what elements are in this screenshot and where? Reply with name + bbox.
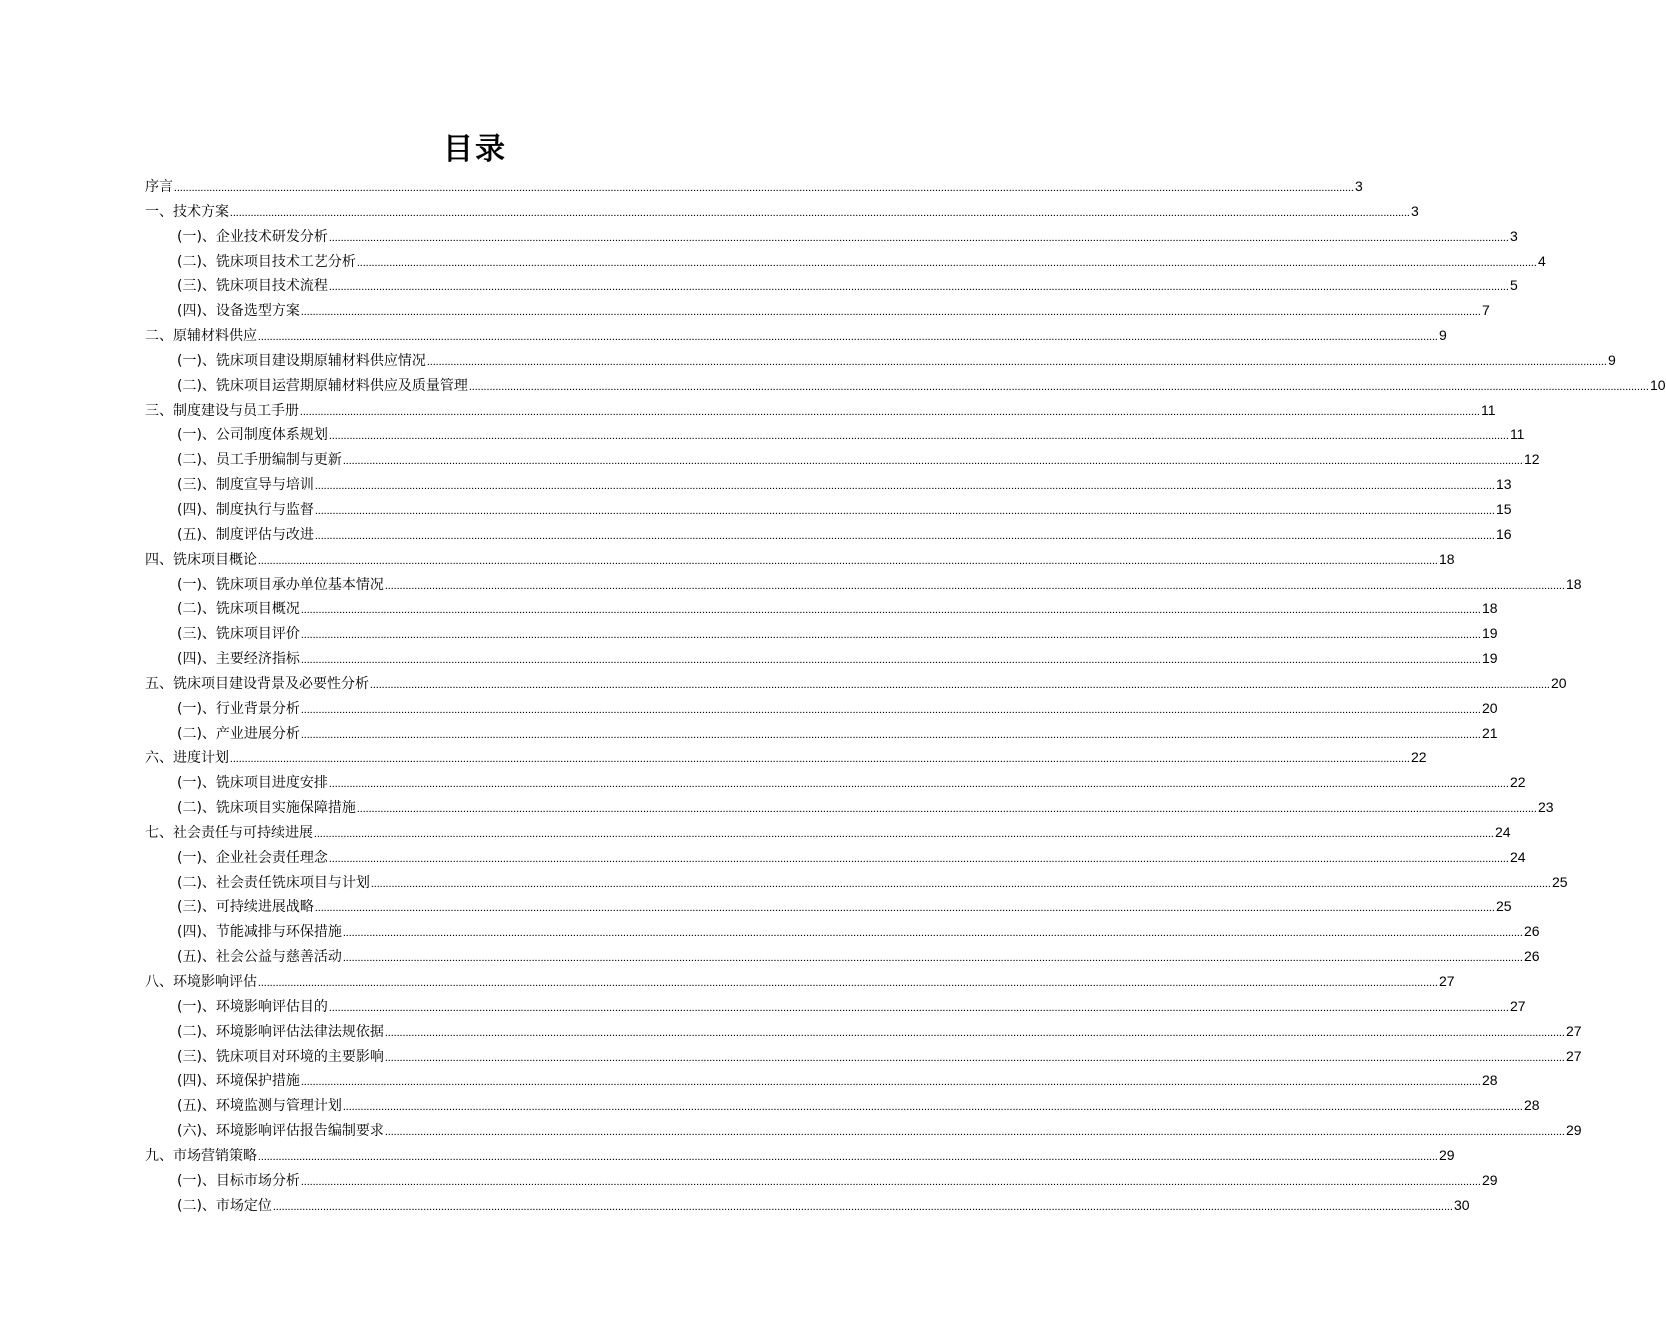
toc-entry-label: (五)、环境监测与管理计划 (177, 1098, 342, 1115)
toc-subsection-entry[interactable] (145, 646, 1498, 671)
toc-page-number: 21 (1481, 724, 1498, 741)
toc-dot-leader: ................................................................................................................................................................................................................................................................................................................................................................................................................ (370, 678, 1550, 691)
toc-page-number: 3 (1355, 178, 1363, 194)
toc-dot-leader: ................................................................................................................................................................................................................................................................................................................................................................................................................ (300, 405, 1480, 418)
toc-dot-leader: ................................................................................................................................................................................................................................................................................................................................................................................................................ (356, 256, 1537, 269)
toc-entry-label: 八、环境影响评估 (145, 974, 257, 990)
toc-title: 目录 (443, 132, 507, 167)
toc-entry-label: (一)、行业背景分析 (177, 700, 300, 717)
toc-subsection-entry[interactable] (145, 497, 1512, 522)
toc-page-number: 7 (1481, 302, 1490, 319)
toc-subsection-entry[interactable] (145, 472, 1512, 497)
toc-page-number: 3 (1509, 227, 1518, 244)
toc-entry-label: 五、铣床项目建设背景及必要性分析 (145, 675, 369, 692)
toc-subsection-entry[interactable] (145, 770, 1526, 795)
toc-subsection-entry[interactable] (145, 1044, 1582, 1069)
toc-dot-leader: ................................................................................................................................................................................................................................................................................................................................................................................................................ (300, 703, 1481, 716)
toc-entry-label: (二)、员工手册编制与更新 (177, 452, 342, 469)
toc-subsection-entry[interactable] (145, 845, 1526, 870)
toc-page-number: 20 (1551, 674, 1567, 691)
toc-page-number: 19 (1481, 625, 1498, 642)
toc-dot-leader: ................................................................................................................................................................................................................................................................................................................................................................................................................ (342, 1101, 1523, 1114)
toc-dot-leader: ................................................................................................................................................................................................................................................................................................................................................................................................................ (370, 877, 1551, 890)
toc-entry-label: (四)、环境保护措施 (177, 1073, 300, 1090)
toc-subsection-entry[interactable] (145, 224, 1518, 249)
toc-dot-leader: ................................................................................................................................................................................................................................................................................................................................................................................................................ (300, 654, 1481, 667)
toc-entry-label: (三)、铣床项目对环境的主要影响 (177, 1048, 384, 1065)
toc-page-number: 11 (1509, 426, 1525, 443)
toc-dot-leader: ................................................................................................................................................................................................................................................................................................................................................................................................................ (328, 1001, 1509, 1014)
toc-entry-label: (六)、环境影响评估报告编制要求 (177, 1123, 384, 1140)
toc-dot-leader: ................................................................................................................................................................................................................................................................................................................................................................................................................ (314, 902, 1495, 915)
toc-entry-label: (一)、目标市场分析 (177, 1172, 300, 1189)
toc-dot-leader: ................................................................................................................................................................................................................................................................................................................................................................................................................ (328, 231, 1509, 244)
toc-page-number: 25 (1551, 873, 1568, 890)
toc-subsection-entry[interactable] (145, 249, 1546, 274)
toc-page-number: 16 (1495, 525, 1512, 542)
toc-section-entry[interactable] (145, 969, 1455, 994)
toc-entry-label: 九、市场营销策略 (145, 1147, 257, 1164)
toc-entry-label: (一)、环境影响评估目的 (177, 998, 328, 1015)
toc-subsection-entry[interactable] (145, 621, 1498, 646)
toc-entry-label: (一)、企业社会责任理念 (177, 849, 328, 866)
toc-subsection-entry[interactable] (145, 447, 1540, 472)
toc-subsection-entry[interactable] (145, 870, 1568, 895)
toc-dot-leader: ................................................................................................................................................................................................................................................................................................................................................................................................................ (314, 504, 1495, 517)
toc-entry-label: (三)、可持续进展战略 (177, 899, 314, 916)
toc-dot-leader: ................................................................................................................................................................................................................................................................................................................................................................................................................ (258, 977, 1438, 989)
toc-dot-leader: ................................................................................................................................................................................................................................................................................................................................................................................................................ (300, 1175, 1481, 1188)
toc-page-number: 13 (1495, 476, 1512, 493)
toc-subsection-entry[interactable] (145, 572, 1582, 597)
toc-entry-label: (二)、产业进展分析 (177, 725, 300, 742)
toc-section-entry[interactable] (145, 199, 1419, 224)
toc-page-number: 30 (1453, 1196, 1470, 1213)
toc-dot-leader: ................................................................................................................................................................................................................................................................................................................................................................................................................ (300, 306, 1481, 319)
toc-subsection-entry[interactable] (145, 596, 1498, 621)
toc-page-number: 28 (1481, 1072, 1498, 1089)
toc-dot-leader: ................................................................................................................................................................................................................................................................................................................................................................................................................ (300, 728, 1481, 741)
table-of-contents (145, 174, 1666, 1217)
toc-entry-label: 一、技术方案 (145, 203, 229, 220)
toc-dot-leader: ................................................................................................................................................................................................................................................................................................................................................................................................................ (342, 952, 1523, 965)
toc-entry-label: 序言 (145, 179, 173, 195)
toc-dot-leader: ................................................................................................................................................................................................................................................................................................................................................................................................................ (342, 455, 1523, 468)
toc-entry-label: (一)、铣床项目建设期原辅材料供应情况 (177, 352, 426, 369)
toc-entry-label: (三)、铣床项目技术流程 (177, 278, 328, 295)
toc-page-number: 27 (1565, 1022, 1582, 1039)
toc-entry-label: 六、进度计划 (145, 750, 229, 767)
toc-dot-leader: ................................................................................................................................................................................................................................................................................................................................................................................................................ (314, 529, 1495, 542)
toc-subsection-entry[interactable] (145, 1118, 1582, 1143)
toc-entry-label: 二、原辅材料供应 (145, 328, 257, 345)
toc-subsection-entry[interactable] (145, 522, 1512, 547)
toc-page-number: 4 (1537, 252, 1546, 269)
toc-page-number: 26 (1523, 948, 1540, 965)
toc-section-entry[interactable] (145, 671, 1567, 696)
toc-page-number: 15 (1495, 500, 1512, 517)
toc-dot-leader: ................................................................................................................................................................................................................................................................................................................................................................................................................ (314, 827, 1494, 840)
toc-entry-label: 七、社会责任与可持续进展 (145, 824, 313, 841)
toc-entry-label: (三)、制度宣导与培训 (177, 477, 314, 494)
toc-dot-leader: ................................................................................................................................................................................................................................................................................................................................................................................................................ (328, 430, 1509, 443)
toc-dot-leader: ................................................................................................................................................................................................................................................................................................................................................................................................................ (328, 281, 1509, 294)
toc-dot-leader: ................................................................................................................................................................................................................................................................................................................................................................................................................ (230, 206, 1410, 219)
toc-entry-label: (一)、铣床项目承办单位基本情况 (177, 576, 384, 593)
toc-page-number: 19 (1481, 650, 1498, 667)
toc-entry-label: (五)、社会公益与慈善活动 (177, 949, 342, 966)
toc-page-number: 26 (1523, 923, 1540, 940)
toc-section-entry[interactable] (145, 820, 1511, 845)
toc-dot-leader: ................................................................................................................................................................................................................................................................................................................................................................................................................ (174, 182, 1354, 194)
toc-page-number: 18 (1481, 600, 1498, 617)
toc-dot-leader: ................................................................................................................................................................................................................................................................................................................................................................................................................ (258, 331, 1438, 344)
toc-dot-leader: ................................................................................................................................................................................................................................................................................................................................................................................................................ (328, 778, 1509, 791)
toc-section-entry[interactable] (145, 1143, 1455, 1168)
toc-page-number: 3 (1411, 202, 1419, 219)
toc-page-number: 9 (1607, 351, 1616, 368)
toc-entry-label: (二)、社会责任铣床项目与计划 (177, 874, 370, 891)
toc-dot-leader: ................................................................................................................................................................................................................................................................................................................................................................................................................ (384, 1126, 1565, 1139)
toc-page-number: 18 (1565, 575, 1582, 592)
toc-entry-label: (三)、铣床项目评价 (177, 626, 300, 643)
toc-entry-label: (二)、铣床项目运营期原辅材料供应及质量管理 (177, 377, 468, 394)
toc-page-number: 10 (1649, 376, 1666, 393)
toc-entry-label: (二)、铣床项目技术工艺分析 (177, 253, 356, 270)
toc-page-number: 29 (1565, 1122, 1582, 1139)
toc-dot-leader: ................................................................................................................................................................................................................................................................................................................................................................................................................ (426, 355, 1607, 368)
toc-section-entry[interactable] (145, 547, 1455, 572)
toc-dot-leader: ................................................................................................................................................................................................................................................................................................................................................................................................................ (342, 927, 1523, 940)
toc-dot-leader: ................................................................................................................................................................................................................................................................................................................................................................................................................ (258, 554, 1438, 567)
toc-page-number: 12 (1523, 451, 1540, 468)
toc-subsection-entry[interactable] (145, 994, 1526, 1019)
toc-subsection-entry[interactable] (145, 298, 1490, 323)
toc-page-number: 28 (1523, 1097, 1540, 1114)
toc-subsection-entry[interactable] (145, 919, 1540, 944)
toc-subsection-entry[interactable] (145, 1019, 1582, 1044)
toc-dot-leader: ................................................................................................................................................................................................................................................................................................................................................................................................................ (314, 480, 1495, 493)
toc-dot-leader: ................................................................................................................................................................................................................................................................................................................................................................................................................ (272, 1200, 1453, 1213)
toc-page-number: 22 (1411, 749, 1427, 766)
toc-entry-label: 四、铣床项目概论 (145, 551, 257, 568)
toc-dot-leader: ................................................................................................................................................................................................................................................................................................................................................................................................................ (384, 1051, 1565, 1064)
toc-page-number: 24 (1495, 823, 1511, 840)
toc-subsection-entry[interactable] (145, 894, 1512, 919)
toc-dot-leader: ................................................................................................................................................................................................................................................................................................................................................................................................................ (384, 1026, 1565, 1039)
toc-entry-label: (四)、制度执行与监督 (177, 501, 314, 518)
toc-entry-label: (二)、市场定位 (177, 1197, 272, 1214)
toc-entry-label: (五)、制度评估与改进 (177, 526, 314, 543)
toc-page-number: 29 (1481, 1171, 1498, 1188)
toc-page-number: 23 (1537, 799, 1554, 816)
toc-entry-label: 三、制度建设与员工手册 (145, 402, 299, 419)
toc-subsection-entry[interactable] (145, 1193, 1470, 1218)
toc-dot-leader: ................................................................................................................................................................................................................................................................................................................................................................................................................ (356, 803, 1537, 816)
toc-page-number: 20 (1481, 699, 1498, 716)
toc-subsection-entry[interactable] (145, 273, 1518, 298)
toc-section-entry[interactable] (145, 174, 1363, 199)
toc-page-number: 22 (1509, 774, 1526, 791)
toc-dot-leader: ................................................................................................................................................................................................................................................................................................................................................................................................................ (300, 604, 1481, 617)
toc-dot-leader: ................................................................................................................................................................................................................................................................................................................................................................................................................ (468, 380, 1649, 393)
toc-entry-label: (四)、主要经济指标 (177, 651, 300, 668)
toc-page-number: 29 (1439, 1146, 1455, 1163)
toc-section-entry[interactable] (145, 323, 1447, 348)
toc-subsection-entry[interactable] (145, 1093, 1540, 1118)
toc-entry-label: (二)、环境影响评估法律法规依据 (177, 1023, 384, 1040)
toc-entry-label: (一)、企业技术研发分析 (177, 228, 328, 245)
toc-subsection-entry[interactable] (145, 373, 1666, 398)
toc-page-number: 18 (1439, 550, 1455, 567)
toc-page-number: 24 (1509, 848, 1526, 865)
toc-subsection-entry[interactable] (145, 696, 1498, 721)
toc-dot-leader: ................................................................................................................................................................................................................................................................................................................................................................................................................ (328, 852, 1509, 865)
toc-page-number: 5 (1509, 277, 1518, 294)
toc-page-number: 27 (1509, 997, 1526, 1014)
toc-entry-label: (四)、节能减排与环保措施 (177, 924, 342, 941)
toc-entry-label: (二)、铣床项目实施保障措施 (177, 800, 356, 817)
toc-page-number: 27 (1439, 973, 1455, 989)
toc-subsection-entry[interactable] (145, 422, 1525, 447)
toc-entry-label: (一)、铣床项目进度安排 (177, 775, 328, 792)
toc-page-number: 27 (1565, 1047, 1582, 1064)
toc-subsection-entry[interactable] (145, 348, 1616, 373)
toc-dot-leader: ................................................................................................................................................................................................................................................................................................................................................................................................................ (258, 1150, 1438, 1163)
toc-entry-label: (四)、设备选型方案 (177, 303, 300, 320)
toc-entry-label: (一)、公司制度体系规划 (177, 427, 328, 444)
toc-page-number: 11 (1481, 401, 1496, 418)
toc-page-number: 25 (1495, 898, 1512, 915)
toc-dot-leader: ................................................................................................................................................................................................................................................................................................................................................................................................................ (300, 629, 1481, 642)
toc-subsection-entry[interactable] (145, 1068, 1498, 1093)
toc-entry-label: (二)、铣床项目概况 (177, 601, 300, 618)
toc-dot-leader: ................................................................................................................................................................................................................................................................................................................................................................................................................ (230, 753, 1410, 766)
toc-dot-leader: ................................................................................................................................................................................................................................................................................................................................................................................................................ (384, 579, 1565, 592)
toc-page-number: 9 (1439, 327, 1447, 344)
toc-subsection-entry[interactable] (145, 944, 1540, 969)
toc-section-entry[interactable] (145, 398, 1496, 423)
toc-subsection-entry[interactable] (145, 795, 1554, 820)
toc-section-entry[interactable] (145, 745, 1427, 770)
toc-subsection-entry[interactable] (145, 1168, 1498, 1193)
toc-dot-leader: ................................................................................................................................................................................................................................................................................................................................................................................................................ (300, 1076, 1481, 1089)
toc-subsection-entry[interactable] (145, 721, 1498, 746)
